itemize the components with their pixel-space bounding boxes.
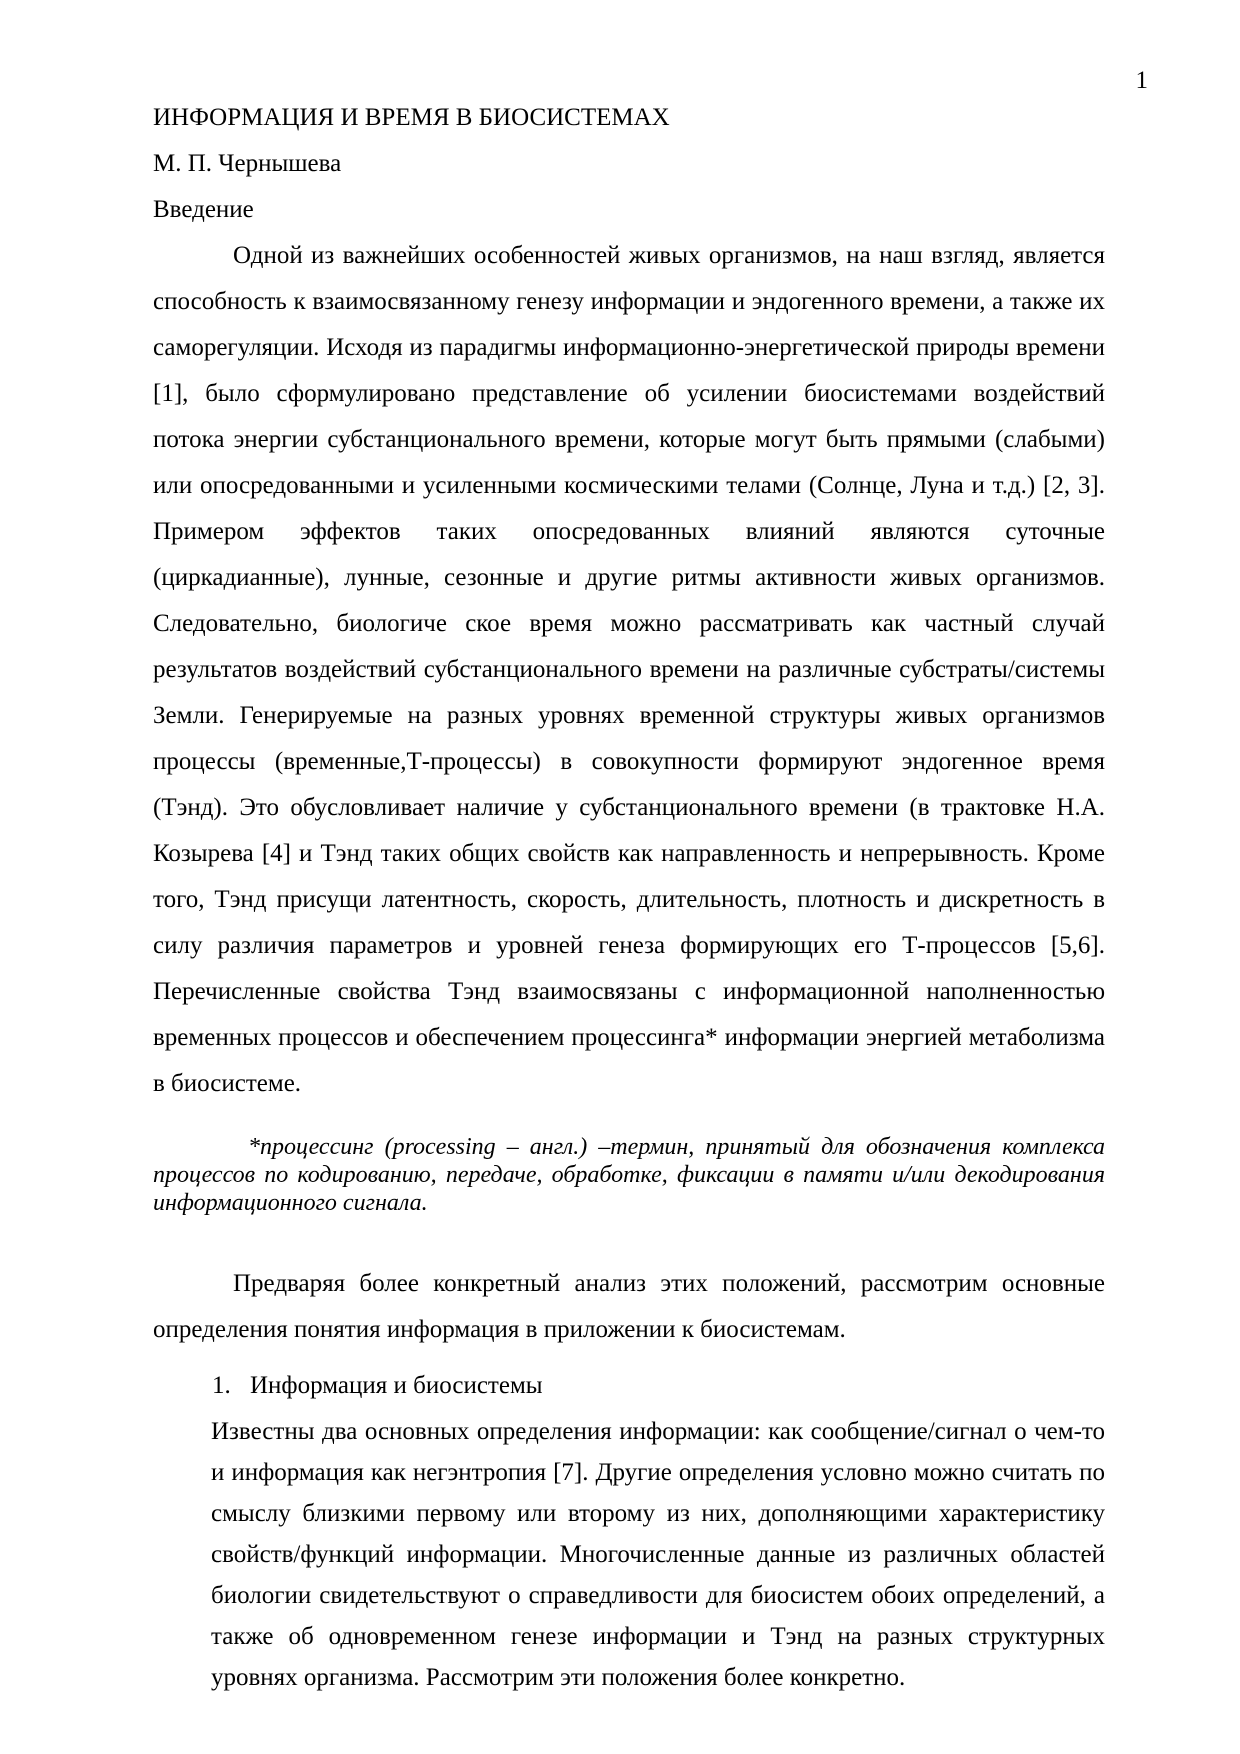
page-number: 1: [1135, 67, 1148, 94]
list-item-number: 1.: [212, 1372, 231, 1399]
paragraph-transition: Предваряя более конкретный анализ этих положений, рассмотрим основные определения понятия информация в приложении к биосистемам.: [153, 1270, 1105, 1343]
list-item-label: Информация и биосистемы: [250, 1372, 543, 1399]
author-name: М. П. Чернышева: [153, 150, 342, 177]
paragraph-introduction: Одной из важнейших особенностей живых организмов, на наш взгляд, является способность к взаимосвязанному генезу информации и эндогенного времени, а также их саморегуляции. Исходя из парадигмы информационно-энергетической природы времени [1], было сформулировано представление об усилении биосистемами воздействий потока энергии субстанционального времени, которые могут быть прямыми (слабыми) или опосредованными и усиленными космическими телами (Солнце, Луна и т.д.) [2, 3]. Примером эффектов таких опосредованных влияний являются суточные (циркадианные), лунные, сезонные и другие ритмы активности живых организмов. Следовательно, биологиче ское время можно рассматривать как частный случай результатов воздействий субстанционального времени на различные субстраты/системы Земли. Генерируемые на разных уровнях временной структуры живых организмов процессы (временные,Т-процессы) в совокупности формируют эндогенное время (Тэнд). Это обусловливает наличие у субстанционального времени (в трактовке Н.А. Козырева [4] и Тэнд таких общих свойств как направленность и непрерывность. Кроме того, Тэнд присущи латентность, скорость, длительность, плотность и дискретность в силу различия параметров и уровней генеза формирующих его Т-процессов [5,6]. Перечисленные свойства Тэнд взаимосвязаны с информационной наполненностью временных процессов и обеспечением процессинга* информации энергией метаболизма в биосистеме.: [153, 242, 1105, 1097]
section-item-information-biosystems: [153, 1363, 1105, 1409]
paragraph-information-definitions: Известны два основных определения информации: как сообщение/сигнал о чем-то и информация как негэнтропия [7]. Другие определения условно можно считать по смыслу близкими первому или второму из них, дополняющими характеристику свойств/функций информации. Многочисленные данные из различных областей биологии свидетельствуют о справедливости для биосистем обоих определений, а также об одновременном генезе информации и Тэнд на разных структурных уровнях организма. Рассмотрим эти положения более конкретно.: [211, 1418, 1105, 1691]
document-content: [153, 95, 1105, 1698]
footnote-processing-definition: *процессинг (processing – англ.) –термин, принятый для обозначения комплекса процессов по кодированию, передаче, обработке, фиксации в памяти и/или декодирования информационного сигнала.: [153, 1134, 1105, 1216]
article-title: ИНФОРМАЦИЯ И ВРЕМЯ В БИОСИСТЕМАХ: [153, 104, 670, 131]
section-heading-introduction: Введение: [153, 196, 254, 223]
